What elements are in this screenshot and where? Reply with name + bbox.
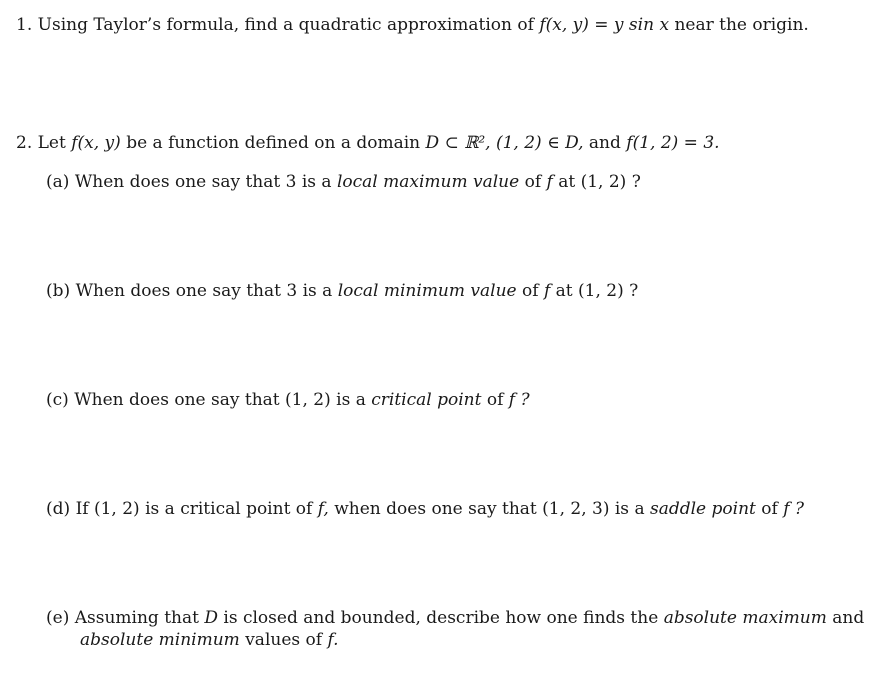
- question-number: 2.: [16, 133, 33, 153]
- math-expression: f: [543, 281, 551, 301]
- math-expression: (1, 2): [285, 390, 331, 410]
- math-expression: f(x, y): [71, 133, 121, 153]
- part-text: at: [558, 172, 576, 192]
- emphasized-term: local maximum value: [336, 172, 520, 192]
- emphasized-term: critical point: [371, 390, 482, 410]
- math-expression: (1, 2) ?: [580, 172, 641, 192]
- part-text: at: [555, 281, 573, 301]
- question-text: and: [588, 133, 621, 153]
- emphasized-term: absolute minimum: [80, 630, 240, 650]
- part-c: [46, 390, 530, 410]
- math-expression: f(1, 2) = 3.: [626, 133, 720, 153]
- part-text: If: [75, 499, 89, 519]
- part-text: and: [832, 608, 865, 628]
- part-text: of: [761, 499, 778, 519]
- math-expression: (1, 2) ∈ D,: [495, 133, 584, 153]
- part-text: Assuming that: [74, 608, 199, 628]
- question-text: near the origin.: [674, 15, 809, 35]
- part-label: (c): [46, 390, 69, 410]
- part-text: When does one say that 3 is a: [75, 281, 333, 301]
- math-expression: f ?: [508, 390, 530, 410]
- part-text: of: [486, 390, 504, 410]
- part-d: [46, 499, 804, 519]
- part-text: When does one say that: [74, 390, 280, 410]
- emphasized-term: absolute maximum: [663, 608, 827, 628]
- part-label: (e): [46, 608, 70, 628]
- part-text: is a: [614, 499, 645, 519]
- part-text: of: [522, 281, 539, 301]
- question-number: 1.: [16, 15, 33, 35]
- question-2: [16, 133, 720, 153]
- math-expression: f: [546, 172, 553, 192]
- part-b: [46, 281, 638, 301]
- math-expression: (1, 2): [93, 499, 140, 519]
- math-expression: f,: [317, 499, 329, 519]
- part-text: when does one say that: [334, 499, 537, 519]
- math-expression: (1, 2, 3): [542, 499, 610, 519]
- emphasized-term: saddle point: [649, 499, 756, 519]
- part-text: is a: [336, 390, 366, 410]
- part-text: is a critical point of: [145, 499, 313, 519]
- part-text: is closed and bounded, describe how one finds the: [223, 608, 659, 628]
- emphasized-term: local minimum value: [337, 281, 517, 301]
- part-text: of: [524, 172, 542, 192]
- part-a: [46, 172, 641, 192]
- math-expression: f.: [327, 630, 339, 650]
- question-text: Using Taylor’s formula, find a quadratic approximation of: [37, 15, 534, 35]
- part-label: (d): [46, 499, 71, 519]
- part-label: (b): [46, 281, 71, 301]
- part-text: When does one say that 3 is a: [74, 172, 332, 192]
- math-expression: f ?: [783, 499, 805, 519]
- math-expression: (1, 2) ?: [578, 281, 639, 301]
- part-text: values of: [245, 630, 323, 650]
- math-expression: D ⊂ ℝ²,: [425, 133, 491, 153]
- part-e-continuation: [80, 630, 339, 650]
- question-text: be a function defined on a domain: [126, 133, 421, 153]
- math-expression: D: [204, 608, 218, 628]
- part-e: [46, 608, 864, 628]
- question-1: [16, 15, 809, 35]
- math-expression: f(x, y) = y sin x: [539, 15, 670, 35]
- question-text: Let: [37, 133, 66, 153]
- part-label: (a): [46, 172, 70, 192]
